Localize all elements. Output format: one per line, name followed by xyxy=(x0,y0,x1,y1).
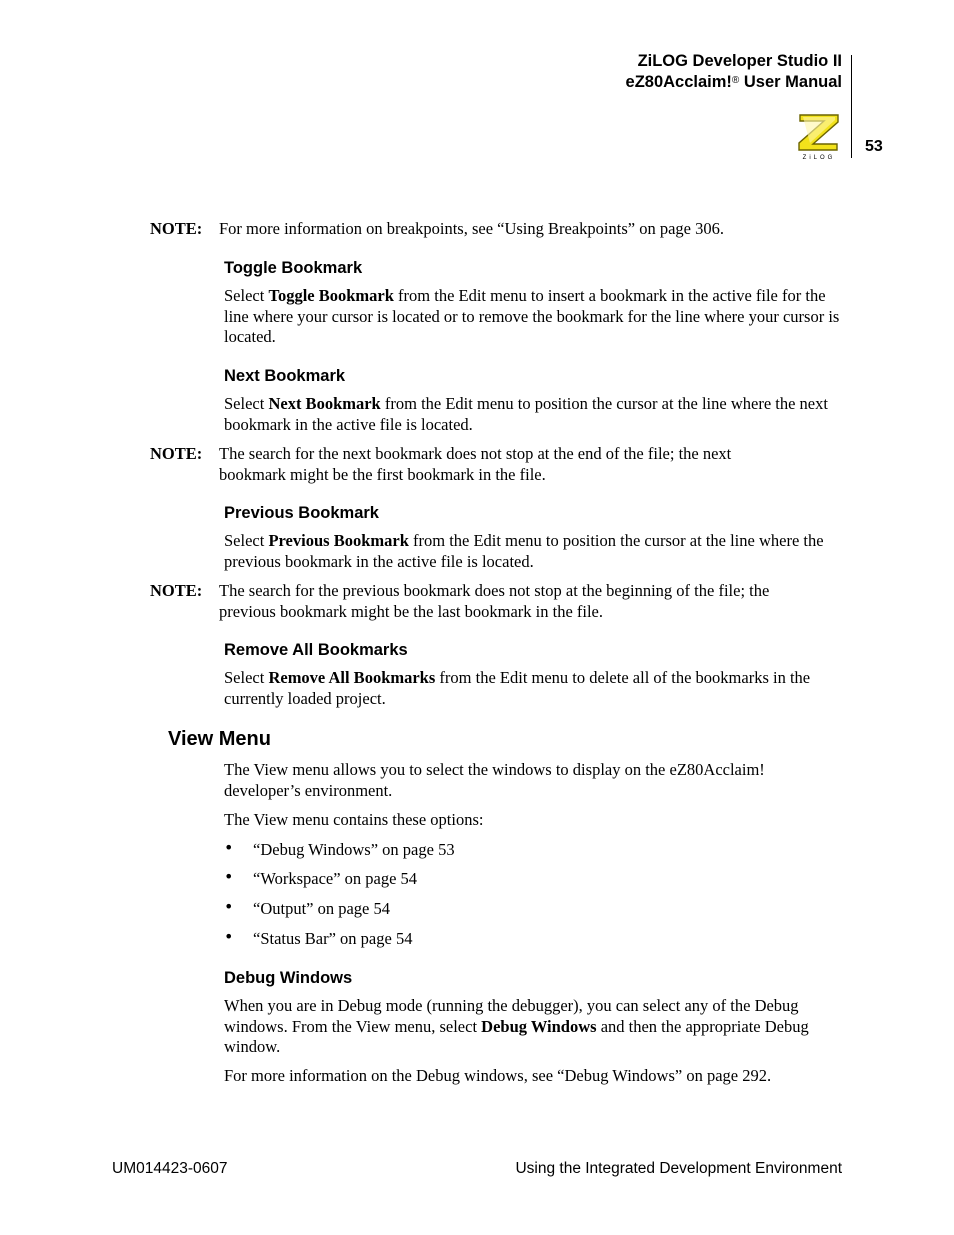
note-text: The search for the previous bookmark does not stop at the beginning of the file; the previous bookmark might be the last bookmark in the file. xyxy=(219,581,770,621)
document-header-title xyxy=(626,51,842,93)
note-text: The search for the next bookmark does not stop at the end of the file; the next bookmark might be the first bookmark in the file. xyxy=(219,444,732,484)
paragraph-toggle-bookmark: Select Toggle Bookmark from the Edit menu to insert a bookmark in the active file for the line where your cursor is located or to remove the bookmark for the line where your cursor is located. xyxy=(224,286,840,346)
logo-wordmark: ZiLOG xyxy=(802,155,836,161)
header-divider xyxy=(851,55,852,158)
footer-document-number: UM014423-0607 xyxy=(112,1160,228,1177)
paragraph-previous-bookmark: Select Previous Bookmark from the Edit menu to position the cursor at the line where the previous bookmark in the active file is located. xyxy=(224,531,824,571)
section-heading-previous-bookmark: Previous Bookmark xyxy=(224,504,379,522)
note-label: NOTE: xyxy=(150,581,203,600)
bullet-icon: • xyxy=(224,897,234,916)
paragraph-view-menu-options: The View menu contains these options: xyxy=(224,810,484,829)
paragraph-next-bookmark: Select Next Bookmark from the Edit menu to position the cursor at the line where the next bookmark in the active file is located. xyxy=(224,394,828,434)
zilog-logo-icon xyxy=(796,113,842,161)
registered-mark: ® xyxy=(731,75,740,86)
note-label: NOTE: xyxy=(150,219,203,238)
section-heading-next-bookmark: Next Bookmark xyxy=(224,367,346,385)
section-heading-view-menu: View Menu xyxy=(168,728,271,750)
page-number: 53 xyxy=(865,138,883,155)
section-heading-toggle-bookmark: Toggle Bookmark xyxy=(224,259,363,277)
bullet-icon: • xyxy=(224,838,234,857)
paragraph-debug-windows: When you are in Debug mode (running the debugger), you can select any of the Debug windows. From the View menu, select Debug Windows and then the appropriate Debug window. xyxy=(224,996,809,1056)
note-text: For more information on breakpoints, see “Using Breakpoints” on page 306. xyxy=(219,219,724,238)
bullet-icon: • xyxy=(224,867,234,886)
paragraph-view-menu-intro: The View menu allows you to select the windows to display on the eZ80Acclaim! developer’s environment. xyxy=(224,760,765,800)
header-line-2: eZ80Acclaim!® User Manual xyxy=(625,73,842,91)
section-heading-remove-all-bookmarks: Remove All Bookmarks xyxy=(224,641,408,659)
footer-chapter-title: Using the Integrated Development Environment xyxy=(515,1160,842,1177)
paragraph-remove-all-bookmarks: Select Remove All Bookmarks from the Edit menu to delete all of the bookmarks in the currently loaded project. xyxy=(224,668,811,708)
paragraph-debug-windows-more-info: For more information on the Debug windows, see “Debug Windows” on page 292. xyxy=(224,1066,772,1085)
section-heading-debug-windows: Debug Windows xyxy=(224,969,353,987)
bullet-icon: • xyxy=(224,927,234,946)
note-label: NOTE: xyxy=(150,444,203,463)
header-line-1: ZiLOG Developer Studio II xyxy=(637,52,842,70)
